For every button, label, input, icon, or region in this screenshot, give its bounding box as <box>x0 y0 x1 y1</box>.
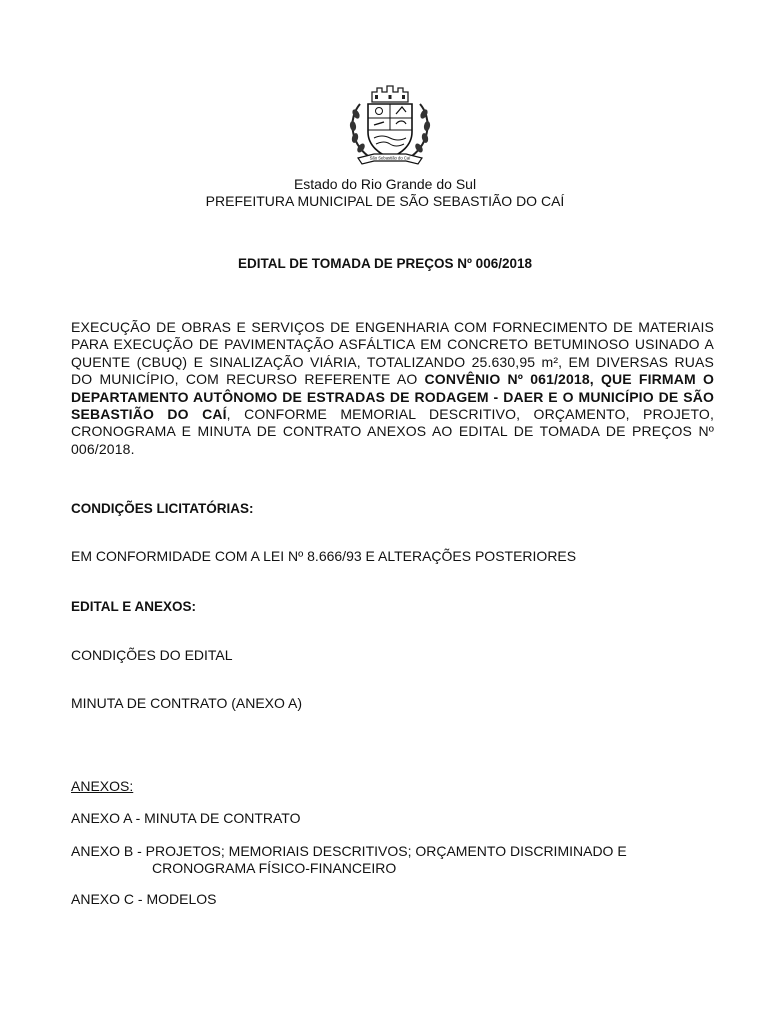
annex-c: ANEXO C - MODELOS <box>71 891 217 907</box>
annex-a: ANEXO A - MINUTA DE CONTRATO <box>71 810 301 826</box>
annex-b-line2: CRONOGRAMA FÍSICO-FINANCEIRO <box>152 860 397 876</box>
object-text-part2: , CONFORME MEMORIAL DESCRITIVO, ORÇAMENTO, PROJETO, CRONOGRAMA E MINUTA DE CONTRATO ANEXOS AO EDITAL DE TOMADA DE PREÇOS Nº 006/2018. <box>71 406 715 457</box>
municipality-name: PREFEITURA MUNICIPAL DE SÃO SEBASTIÃO DO CAÍ <box>205 193 565 209</box>
crest-banner-text: São Sebastião do Caí <box>369 155 411 161</box>
object-text-part1: EXECUÇÃO DE OBRAS E SERVIÇOS DE ENGENHARIA COM FORNECIMENTO DE MATERIAIS PARA EXECUÇÃO DE PAVIMENTAÇÃO ASFÁLTICA EM CONCRETO BETUMINOSO USINADO A QUENTE (CBUQ) E SINALIZAÇÃO VIÁRIA, TOTALIZANDO 25.630,95 m², EM DIVERSAS RUAS DO MUNICÍPIO, COM RECURSO REFERENTE AO <box>71 319 714 388</box>
object-text-bold: CONVÊNIO Nº 061/2018, QUE FIRMAM O DEPARTAMENTO AUTÔNOMO DE ESTRADAS DE RODAGEM - DAER E O MUNICÍPIO DE SÃO SEBASTIÃO DO CAÍ <box>71 371 714 423</box>
conditions-text: EM CONFORMIDADE COM A LEI Nº 8.666/93 E ALTERAÇÕES POSTERIORES <box>71 548 577 564</box>
edital-heading: EDITAL E ANEXOS: <box>71 599 197 614</box>
municipal-coat-of-arms <box>344 84 436 170</box>
annex-b-line1: ANEXO B - PROJETOS; MEMORIAIS DESCRITIVOS; ORÇAMENTO DISCRIMINADO E <box>71 843 627 859</box>
document-title: EDITAL DE TOMADA DE PREÇOS Nº 006/2018 <box>237 256 532 271</box>
annexes-heading: ANEXOS: <box>71 778 134 794</box>
conditions-heading: CONDIÇÕES LICITATÓRIAS: <box>71 501 254 516</box>
state-name: Estado do Rio Grande do Sul <box>293 176 477 192</box>
edital-item-contract-draft: MINUTA DE CONTRATO (ANEXO A) <box>71 695 303 711</box>
edital-item-conditions: CONDIÇÕES DO EDITAL <box>71 647 233 663</box>
object-description <box>71 319 714 458</box>
